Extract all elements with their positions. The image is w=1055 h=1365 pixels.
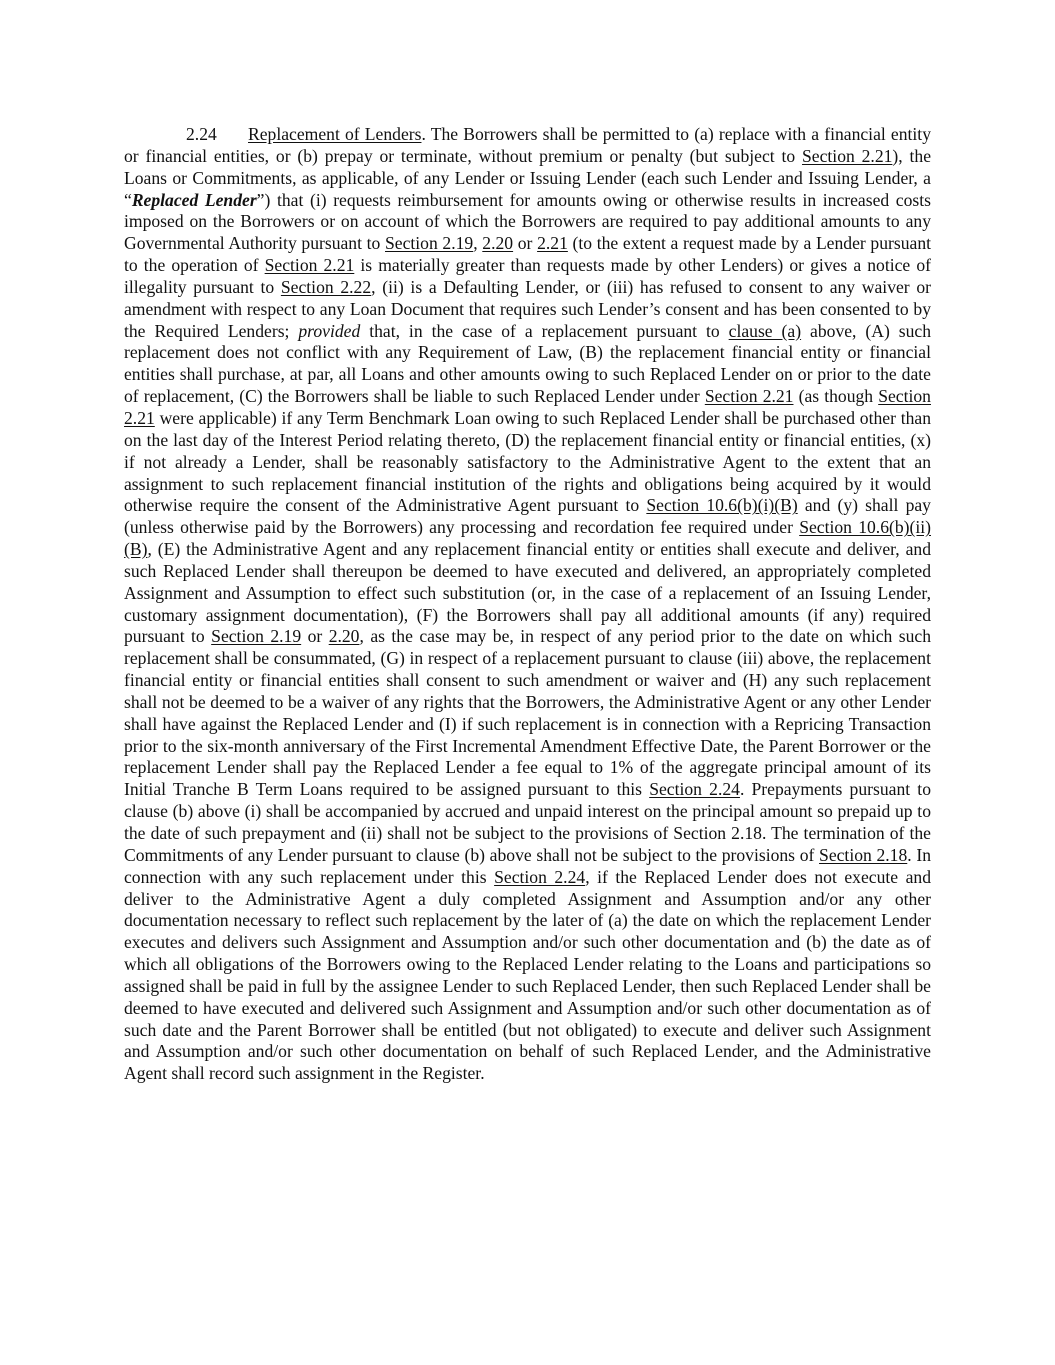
section-reference: Section 2.21 — [802, 145, 893, 166]
body-text: is materially greater than requests made by other Lenders) or gives a notice of illegality pursuant to — [124, 255, 931, 297]
section-reference: Section 2.24 — [649, 779, 740, 800]
clause-reference: clause (a) — [728, 320, 802, 341]
body-text: were applicable) if any Term Benchmark Loan owing to such Replaced Lender shall be purchased other than on the last day of the Interest Period relating thereto, (D) the replacement financial entity or financial entities, (x) if not already a Lender, shall be reasonably satisfactory to the Administrative Agent to the extent that an assignment to such replacement financial institution of the rights and obligations being acquired by it would otherwise require the consent of the Administrative Agent pursuant to — [124, 407, 931, 516]
section-reference: Section 2.18 — [819, 844, 908, 865]
italic-term: provided — [298, 320, 361, 341]
section-reference: Section 2.21 — [704, 386, 794, 407]
body-text: , (ii) is a Defaulting Lender, or (iii) has refused to consent to any waiver or amendment with respect to any Loan Document that requires such Lender’s consent and has been consented to by the Required Lenders; — [124, 276, 932, 341]
body-text: . Prepayments pursuant to clause (b) above (i) shall be accompanied by accrued and unpaid interest on the principal amount so prepaid up to the date of such prepayment and (ii) shall not be subject to the provisions of Section 2.18. The termination of the Commitments of any Lender pursuant to clause (b) above shall not be subject to the provisions of — [124, 779, 931, 865]
section-reference: 2.20 — [482, 233, 514, 254]
body-text: , if the Replaced Lender does not execute and deliver to the Administrative Agent a duly completed Assignment and Assumption and/or any other documentation necessary to reflect such replacement by the later of (a) the date on which the replacement Lender executes and delivers such Assignment and Assumption and/or such other documentation and (b) the date as of which all obligations of the Borrowers owing to the Replaced Lender relating to the Loans and participations so assigned shall be paid in full by the assignee Lender to such Replaced Lender, then such Replaced Lender shall be deemed to have executed and delivered such Assignment and Assumption and/or such other documentation as of such date and the Parent Borrower shall be entitled (but not obligated) to execute and deliver such Assignment and Assumption and/or such other documentation on behalf of such Replaced Lender, and the Administrative Agent shall record such assignment in the Register. — [124, 866, 931, 1084]
body-text: or — [513, 233, 538, 254]
body-text: , as the case may be, in respect of any period prior to the date on which such replacement shall be consummated, (G) in respect of a replacement pursuant to clause (iii) above, the replacement financial entity or financial entities shall consent to such amendment or waiver and (H) any such replacement shall not be deemed to be a waiver of any rights that the Borrowers, the Administrative Agent or any other Lender shall have against the Replaced Lender and (I) if such replacement is in connection with a Repricing Transaction prior to the six-month anniversary of the First Incremental Amendment Effective Date, the Parent Borrower or the replacement Lender shall pay the Replaced Lender a fee equal to 1% of the aggregate principal amount of its Initial Tranche B Term Loans required to be assigned pursuant to this — [124, 626, 932, 800]
section-reference: 2.21 — [537, 233, 568, 254]
body-text: and (y) shall pay (unless otherwise paid by the Borrowers) any processing and recordation fee required under — [124, 495, 931, 538]
body-text: above, (A) such replacement does not conflict with any Requirement of Law, (B) the replacement financial entity or financial entities shall purchase, at par, all Loans and other amounts owing to such Replaced Lender on or prior to the date of replacement, (C) the Borrowers shall be liable to such Replaced Lender under — [124, 320, 932, 407]
section-reference: Section 10.6(b)(i)(B) — [646, 495, 798, 516]
section-reference: 2.20 — [328, 626, 360, 647]
section-reference: Section 2.24 — [494, 866, 586, 887]
body-text: that, in the case of a replacement pursuant to — [360, 320, 729, 341]
section-heading: Replacement of Lenders — [248, 124, 422, 144]
body-text: , — [473, 233, 483, 254]
section-2-24-paragraph — [124, 124, 931, 1085]
section-reference: Section 2.22 — [280, 276, 372, 297]
section-number: 2.24 — [186, 124, 217, 144]
body-text: or — [301, 626, 329, 647]
body-text: . The Borrowers shall be permitted to (a) replace with a financial entity or financial entities, or (b) prepay or terminate, without premium or penalty (but subject to — [124, 124, 931, 166]
body-text: (as though — [793, 386, 879, 407]
section-reference: Section 2.21 — [124, 386, 931, 428]
body-text: ”) that (i) requests reimbursement for amounts owing or otherwise results in increased costs imposed on the Borrowers or on account of which the Borrowers are required to pay additional amounts to any Governmental Authority pursuant to — [124, 189, 931, 254]
section-reference: Section 2.19 — [211, 626, 302, 647]
defined-term: Replaced Lender — [131, 189, 257, 210]
section-reference: Section 2.21 — [264, 255, 355, 276]
section-reference: Section 10.6(b)(ii)(B) — [124, 517, 931, 560]
body-text: ), the Loans or Commitments, as applicable, of any Lender or Issuing Lender (each such Lender and Issuing Lender, a “ — [124, 145, 932, 210]
body-text: . In connection with any such replacement under this — [124, 844, 931, 887]
body-text: (to the extent a request made by a Lender pursuant to the operation of — [124, 233, 932, 276]
body-text: , (E) the Administrative Agent and any replacement financial entity or entities shall execute and deliver, and such Replaced Lender shall thereupon be deemed to have executed and delivered, an appropriately completed Assignment and Assumption to effect such substitution (or, in the case of a replacement of an Issuing Lender, customary assignment documentation), (F) the Borrowers shall pay all additional amounts (if any) required pursuant to — [124, 539, 931, 647]
section-reference: Section 2.19 — [385, 233, 474, 254]
